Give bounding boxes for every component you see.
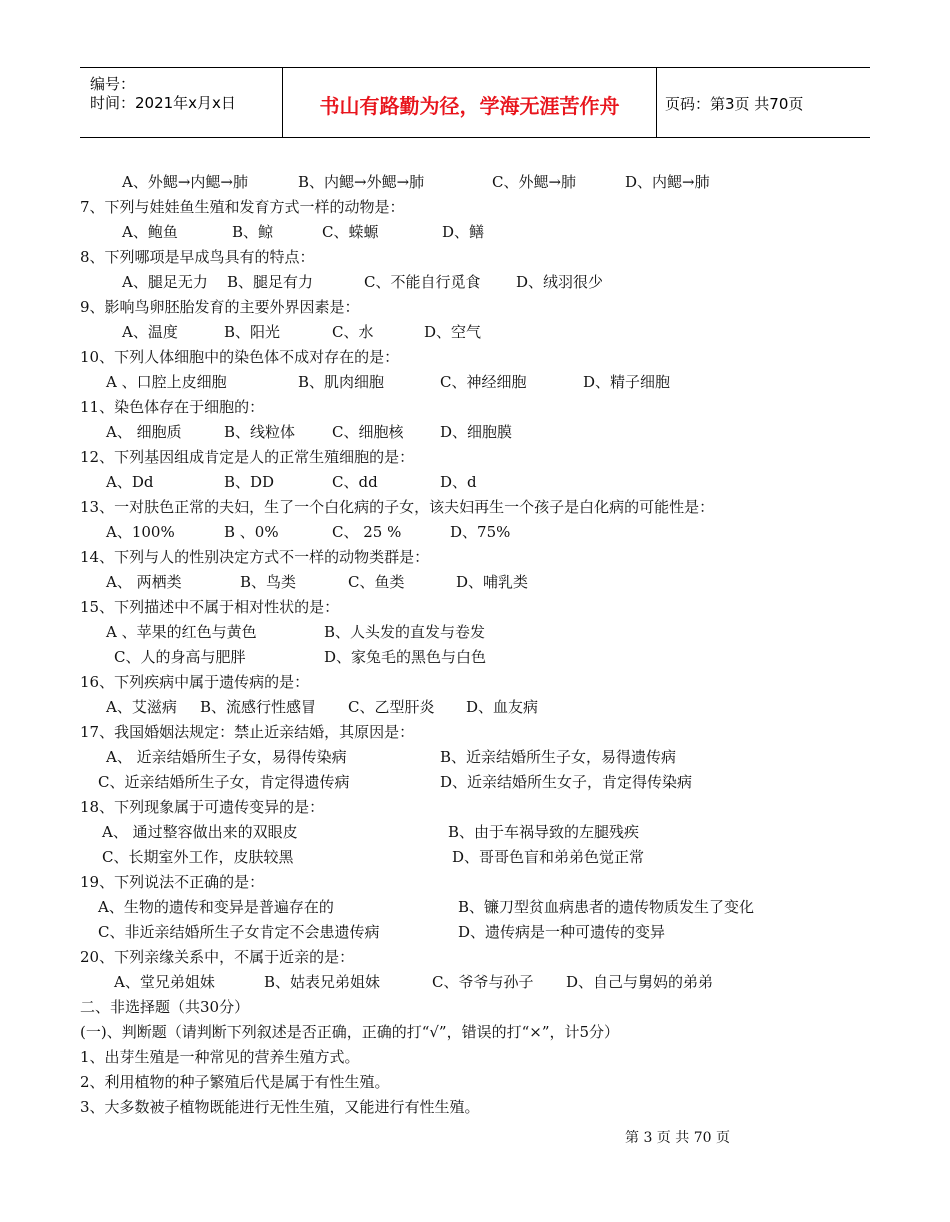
question-line: 17、我国婚姻法规定：禁止近亲结婚，其原因是： <box>80 723 415 741</box>
option-line: C、长期室外工作，皮肤较黑 <box>102 848 294 866</box>
option-line: A、 细胞质 <box>106 423 182 441</box>
option-line: C、水 <box>332 323 374 341</box>
option-line: A、生物的遗传和变异是普遍存在的 <box>98 898 334 916</box>
option-line: A、 近亲结婚所生子女，易得传染病 <box>106 748 347 766</box>
option-line: C、dd <box>332 473 378 491</box>
option-line: C、爷爷与孙子 <box>432 973 534 991</box>
option-line: B、腿足有力 <box>227 273 314 291</box>
option-line: A、堂兄弟姐妹 <box>114 973 215 991</box>
statement-line: 3、大多数被子植物既能进行无性生殖，又能进行有性生殖。 <box>80 1098 480 1116</box>
option-line: B、人头发的直发与卷发 <box>324 623 486 641</box>
option-line: D、精子细胞 <box>583 373 671 391</box>
option-line: B、流感行性感冒 <box>200 698 317 716</box>
option-line: D、内鳃→肺 <box>625 173 710 191</box>
option-line: D、家兔毛的黑色与白色 <box>324 648 487 666</box>
option-line: D、哺乳类 <box>456 573 529 591</box>
option-line: A、 通过整容做出来的双眼皮 <box>102 823 298 841</box>
option-line: C、乙型肝炎 <box>348 698 435 716</box>
option-line: B、线粒体 <box>224 423 296 441</box>
option-line: B、由于车祸导致的左腿残疾 <box>448 823 640 841</box>
question-line: 9、影响鸟卵胚胎发育的主要外界因素是： <box>80 298 360 316</box>
option-line: A、腿足无力 <box>122 273 208 291</box>
option-line: C、不能自行觅食 <box>364 273 481 291</box>
section-heading: 二、非选择题（共30分） <box>80 998 250 1016</box>
document-code-label: 编号： <box>90 75 136 93</box>
option-line: B、内鳃→外鳃→肺 <box>298 173 425 191</box>
option-line: B、肌肉细胞 <box>298 373 385 391</box>
option-line: B、近亲结婚所生子女，易得遗传病 <box>440 748 677 766</box>
option-line: C、近亲结婚所生子女，肯定得遗传病 <box>98 773 350 791</box>
option-line: D、自己与舅妈的弟弟 <box>566 973 714 991</box>
question-line: 7、下列与娃娃鱼生殖和发育方式一样的动物是： <box>80 198 405 216</box>
statement-line: 1、出芽生殖是一种常见的营养生殖方式。 <box>80 1048 360 1066</box>
option-line: C、人的身高与肥胖 <box>114 648 246 666</box>
option-line: A、艾滋病 <box>106 698 177 716</box>
question-line: 11、染色体存在于细胞的： <box>80 398 265 416</box>
option-line: C、 25 % <box>332 523 402 541</box>
option-line: D、75% <box>450 523 511 541</box>
option-line: C、细胞核 <box>332 423 404 441</box>
motto-text: 书山有路勤为径，学海无涯苦作舟 <box>319 94 620 118</box>
option-line: A、100% <box>106 523 175 541</box>
question-line: 8、下列哪项是早成鸟具有的特点： <box>80 248 315 266</box>
question-line: 13、一对肤色正常的夫妇，生了一个白化病的子女，该夫妇再生一个孩子是白化病的可能性是： <box>80 498 715 516</box>
option-line: A、 两栖类 <box>106 573 182 591</box>
header-info-cell <box>80 68 283 137</box>
option-line: B、镰刀型贫血病患者的遗传物质发生了变化 <box>458 898 755 916</box>
option-line: C、外鳃→肺 <box>492 173 577 191</box>
question-line: 10、下列人体细胞中的染色体不成对存在的是： <box>80 348 400 366</box>
option-line: D、d <box>440 473 477 491</box>
document-date-label: 时间：2021年x月x日 <box>90 94 236 112</box>
option-line: B、DD <box>224 473 275 491</box>
question-line: 15、下列描述中不属于相对性状的是： <box>80 598 340 616</box>
option-line: B、鸟类 <box>240 573 297 591</box>
page-header <box>80 67 870 138</box>
option-line: D、血友病 <box>466 698 539 716</box>
header-motto-cell <box>283 68 657 137</box>
question-line: 20、下列亲缘关系中，不属于近亲的是： <box>80 948 355 966</box>
option-line: D、鳝 <box>442 223 485 241</box>
option-line: A、温度 <box>122 323 178 341</box>
option-line: C、非近亲结婚所生子女肯定不会患遗传病 <box>98 923 380 941</box>
option-line: C、神经细胞 <box>440 373 527 391</box>
option-line: D、细胞膜 <box>440 423 513 441</box>
page-footer: 第 3 页 共 70 页 <box>625 1130 730 1146</box>
option-line: D、遗传病是一种可遗传的变异 <box>458 923 666 941</box>
question-line: 12、下列基因组成肯定是人的正常生殖细胞的是： <box>80 448 415 466</box>
header-page-cell <box>657 68 870 137</box>
question-line: 16、下列疾病中属于遗传病的是： <box>80 673 310 691</box>
option-line: D、空气 <box>424 323 482 341</box>
question-line: 18、下列现象属于可遗传变异的是： <box>80 798 325 816</box>
question-line: 19、下列说法不正确的是： <box>80 873 265 891</box>
option-line: B 、0% <box>224 523 279 541</box>
statement-line: 2、利用植物的种子繁殖后代是属于有性生殖。 <box>80 1073 390 1091</box>
option-line: A 、苹果的红色与黄色 <box>106 623 257 641</box>
option-line: D、哥哥色盲和弟弟色觉正常 <box>452 848 645 866</box>
question-line: 14、下列与人的性别决定方式不一样的动物类群是： <box>80 548 430 566</box>
option-line: D、近亲结婚所生女子，肯定得传染病 <box>440 773 693 791</box>
option-line: B、姑表兄弟姐妹 <box>264 973 381 991</box>
option-line: A、外鳃→内鳃→肺 <box>122 173 248 191</box>
option-line: B、鲸 <box>232 223 274 241</box>
subsection-heading: (一)、判断题（请判断下列叙述是否正确，正确的打“√”，错误的打“×”，计5分） <box>80 1023 620 1041</box>
option-line: D、绒羽很少 <box>516 273 604 291</box>
page-number-label: 页码：第3页 共70页 <box>665 95 804 113</box>
option-line: C、蝾螈 <box>322 223 379 241</box>
option-line: B、阳光 <box>224 323 281 341</box>
option-line: C、鱼类 <box>348 573 405 591</box>
option-line: A、鲍鱼 <box>122 223 178 241</box>
option-line: A、Dd <box>106 473 154 491</box>
option-line: A 、口腔上皮细胞 <box>106 373 227 391</box>
